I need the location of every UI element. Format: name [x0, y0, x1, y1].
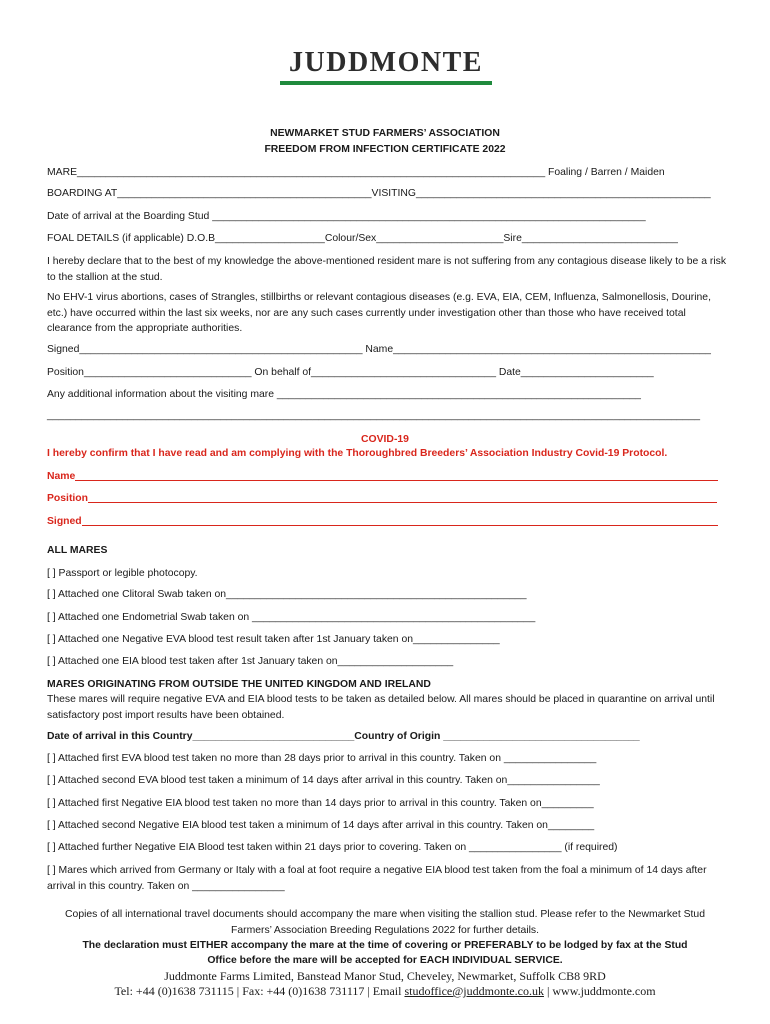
- boarding-field[interactable]: BOARDING AT____________________________________________VISITING___________________________________________________: [47, 188, 711, 199]
- additional-info-field[interactable]: Any additional information about the visiting mare _______________________________________________________________: [47, 389, 641, 400]
- declaration-paragraph-1: I hereby declare that to the best of my knowledge the above-mentioned resident mare is not suffering from any contagious disease likely to be a risk to the stallion at the stud.: [47, 256, 727, 283]
- foal-details-field[interactable]: FOAL DETAILS (if applicable) D.O.B___________________Colour/Sex______________________Sire___________________________: [47, 233, 678, 244]
- all-mares-heading: ALL MARES: [47, 545, 108, 556]
- contact-phone-fax: Tel: +44 (0)1638 731115 | Fax: +44 (0)1638 731117 | Email: [114, 984, 405, 998]
- email-link[interactable]: studoffice@juddmonte.co.uk: [404, 984, 544, 998]
- covid-signed-label: Signed: [47, 516, 82, 527]
- covid-signed-field[interactable]: [47, 515, 718, 529]
- all-mares-item[interactable]: [ ] Attached one EIA blood test taken after 1st January taken on____________________: [47, 656, 454, 667]
- outside-uk-item[interactable]: [ ] Attached further Negative EIA Blood test taken within 21 days prior to covering. Taken on ________________ (if required): [47, 842, 618, 853]
- outside-uk-item[interactable]: [ ] Attached second EVA blood test taken a minimum of 14 days after arrival in this country. Taken on________________: [47, 775, 600, 786]
- additional-info-continuation[interactable]: _________________________________________________________________________________________________________________: [47, 410, 701, 421]
- declaration-paragraph-2: No EHV-1 virus abortions, cases of Strangles, stillbirths or relevant contagious diseases (e.g. EVA, EIA, CEM, Influenza, Salmonellosis, Dourine, etc.) have occurred within the last six weeks, nor are any such cases currently under investigation other than those who have received total clearance from the appropriate authorities.: [47, 292, 711, 334]
- outside-uk-item[interactable]: [ ] Attached first Negative EIA blood test taken no more than 14 days prior to arrival in this country. Taken on_________: [47, 798, 594, 809]
- header-association: NEWMARKET STUD FARMERS’ ASSOCIATION: [270, 128, 500, 139]
- covid-position-label: Position: [47, 493, 88, 504]
- covid-signed-line[interactable]: [82, 525, 718, 526]
- all-mares-item[interactable]: [ ] Attached one Clitoral Swab taken on____________________________________________________: [47, 589, 527, 600]
- outside-uk-item[interactable]: [ ] Attached second Negative EIA blood test taken a minimum of 14 days after arrival in this country. Taken on________: [47, 820, 595, 831]
- header-certificate-title: FREEDOM FROM INFECTION CERTIFICATE 2022: [264, 144, 506, 155]
- copies-notice: Copies of all international travel documents should accompany the mare when visiting the stallion stud. Please refer to the Newmarket Stud Farmers’ Association Breeding Regulations 2022 for further details.: [65, 909, 705, 936]
- covid-position-line[interactable]: [88, 502, 717, 503]
- contact-line: [0, 983, 770, 1000]
- arrival-country-field[interactable]: Date of arrival in this Country____________________________Country of Origin __________________________________: [47, 731, 640, 742]
- juddmonte-logo: [280, 48, 492, 85]
- arrival-date-field[interactable]: Date of arrival at the Boarding Stud ___________________________________________________________________________: [47, 211, 646, 222]
- covid-statement: I hereby confirm that I have read and am complying with the Thoroughbred Breeders’ Association Industry Covid-19 Protocol.: [47, 448, 668, 459]
- website-text: | www.juddmonte.com: [543, 984, 656, 998]
- outside-uk-item[interactable]: [ ] Attached first EVA blood test taken no more than 28 days prior to arrival in this country. Taken on ________________: [47, 753, 597, 764]
- company-address: Juddmonte Farms Limited, Banstead Manor Stud, Cheveley, Newmarket, Suffolk CB8 9RD: [164, 969, 606, 983]
- logo-text: JUDDMONTE: [289, 47, 483, 78]
- outside-uk-heading: MARES ORIGINATING FROM OUTSIDE THE UNITED KINGDOM AND IRELAND: [47, 679, 431, 690]
- declaration-notice-line-2: Office before the mare will be accepted for EACH INDIVIDUAL SERVICE.: [207, 955, 563, 966]
- germany-italy-note[interactable]: [ ] Mares which arrived from Germany or Italy with a foal at foot require a negative EIA blood test taken from the foal a minimum of 14 days after arrival in this country. Taken on ________________: [47, 865, 707, 892]
- covid-title: COVID-19: [361, 434, 409, 445]
- covid-position-field[interactable]: [47, 492, 717, 506]
- covid-name-field[interactable]: [47, 470, 718, 484]
- covid-name-line[interactable]: [75, 480, 718, 481]
- all-mares-item[interactable]: [ ] Passport or legible photocopy.: [47, 568, 198, 579]
- logo-underline: [280, 81, 492, 85]
- outside-uk-intro: These mares will require negative EVA and EIA blood tests to be taken as detailed below. All mares should be placed in quarantine on arrival until satisfactory post import results have been obtained.: [47, 694, 715, 721]
- all-mares-item[interactable]: [ ] Attached one Negative EVA blood test result taken after 1st January taken on_______________: [47, 634, 500, 645]
- signed-name-field[interactable]: Signed_________________________________________________ Name_______________________________________________________: [47, 344, 711, 355]
- mare-field[interactable]: MARE_________________________________________________________________________________ Foaling / Barren / Maiden: [47, 167, 665, 178]
- covid-name-label: Name: [47, 471, 76, 482]
- all-mares-item[interactable]: [ ] Attached one Endometrial Swab taken on _________________________________________________: [47, 612, 536, 623]
- declaration-notice-line-1: The declaration must EITHER accompany the mare at the time of covering or PREFERABLY to be lodged by fax at the Stud: [82, 940, 688, 951]
- position-behalf-date-field[interactable]: Position_____________________________ On behalf of________________________________ Date_______________________: [47, 367, 654, 378]
